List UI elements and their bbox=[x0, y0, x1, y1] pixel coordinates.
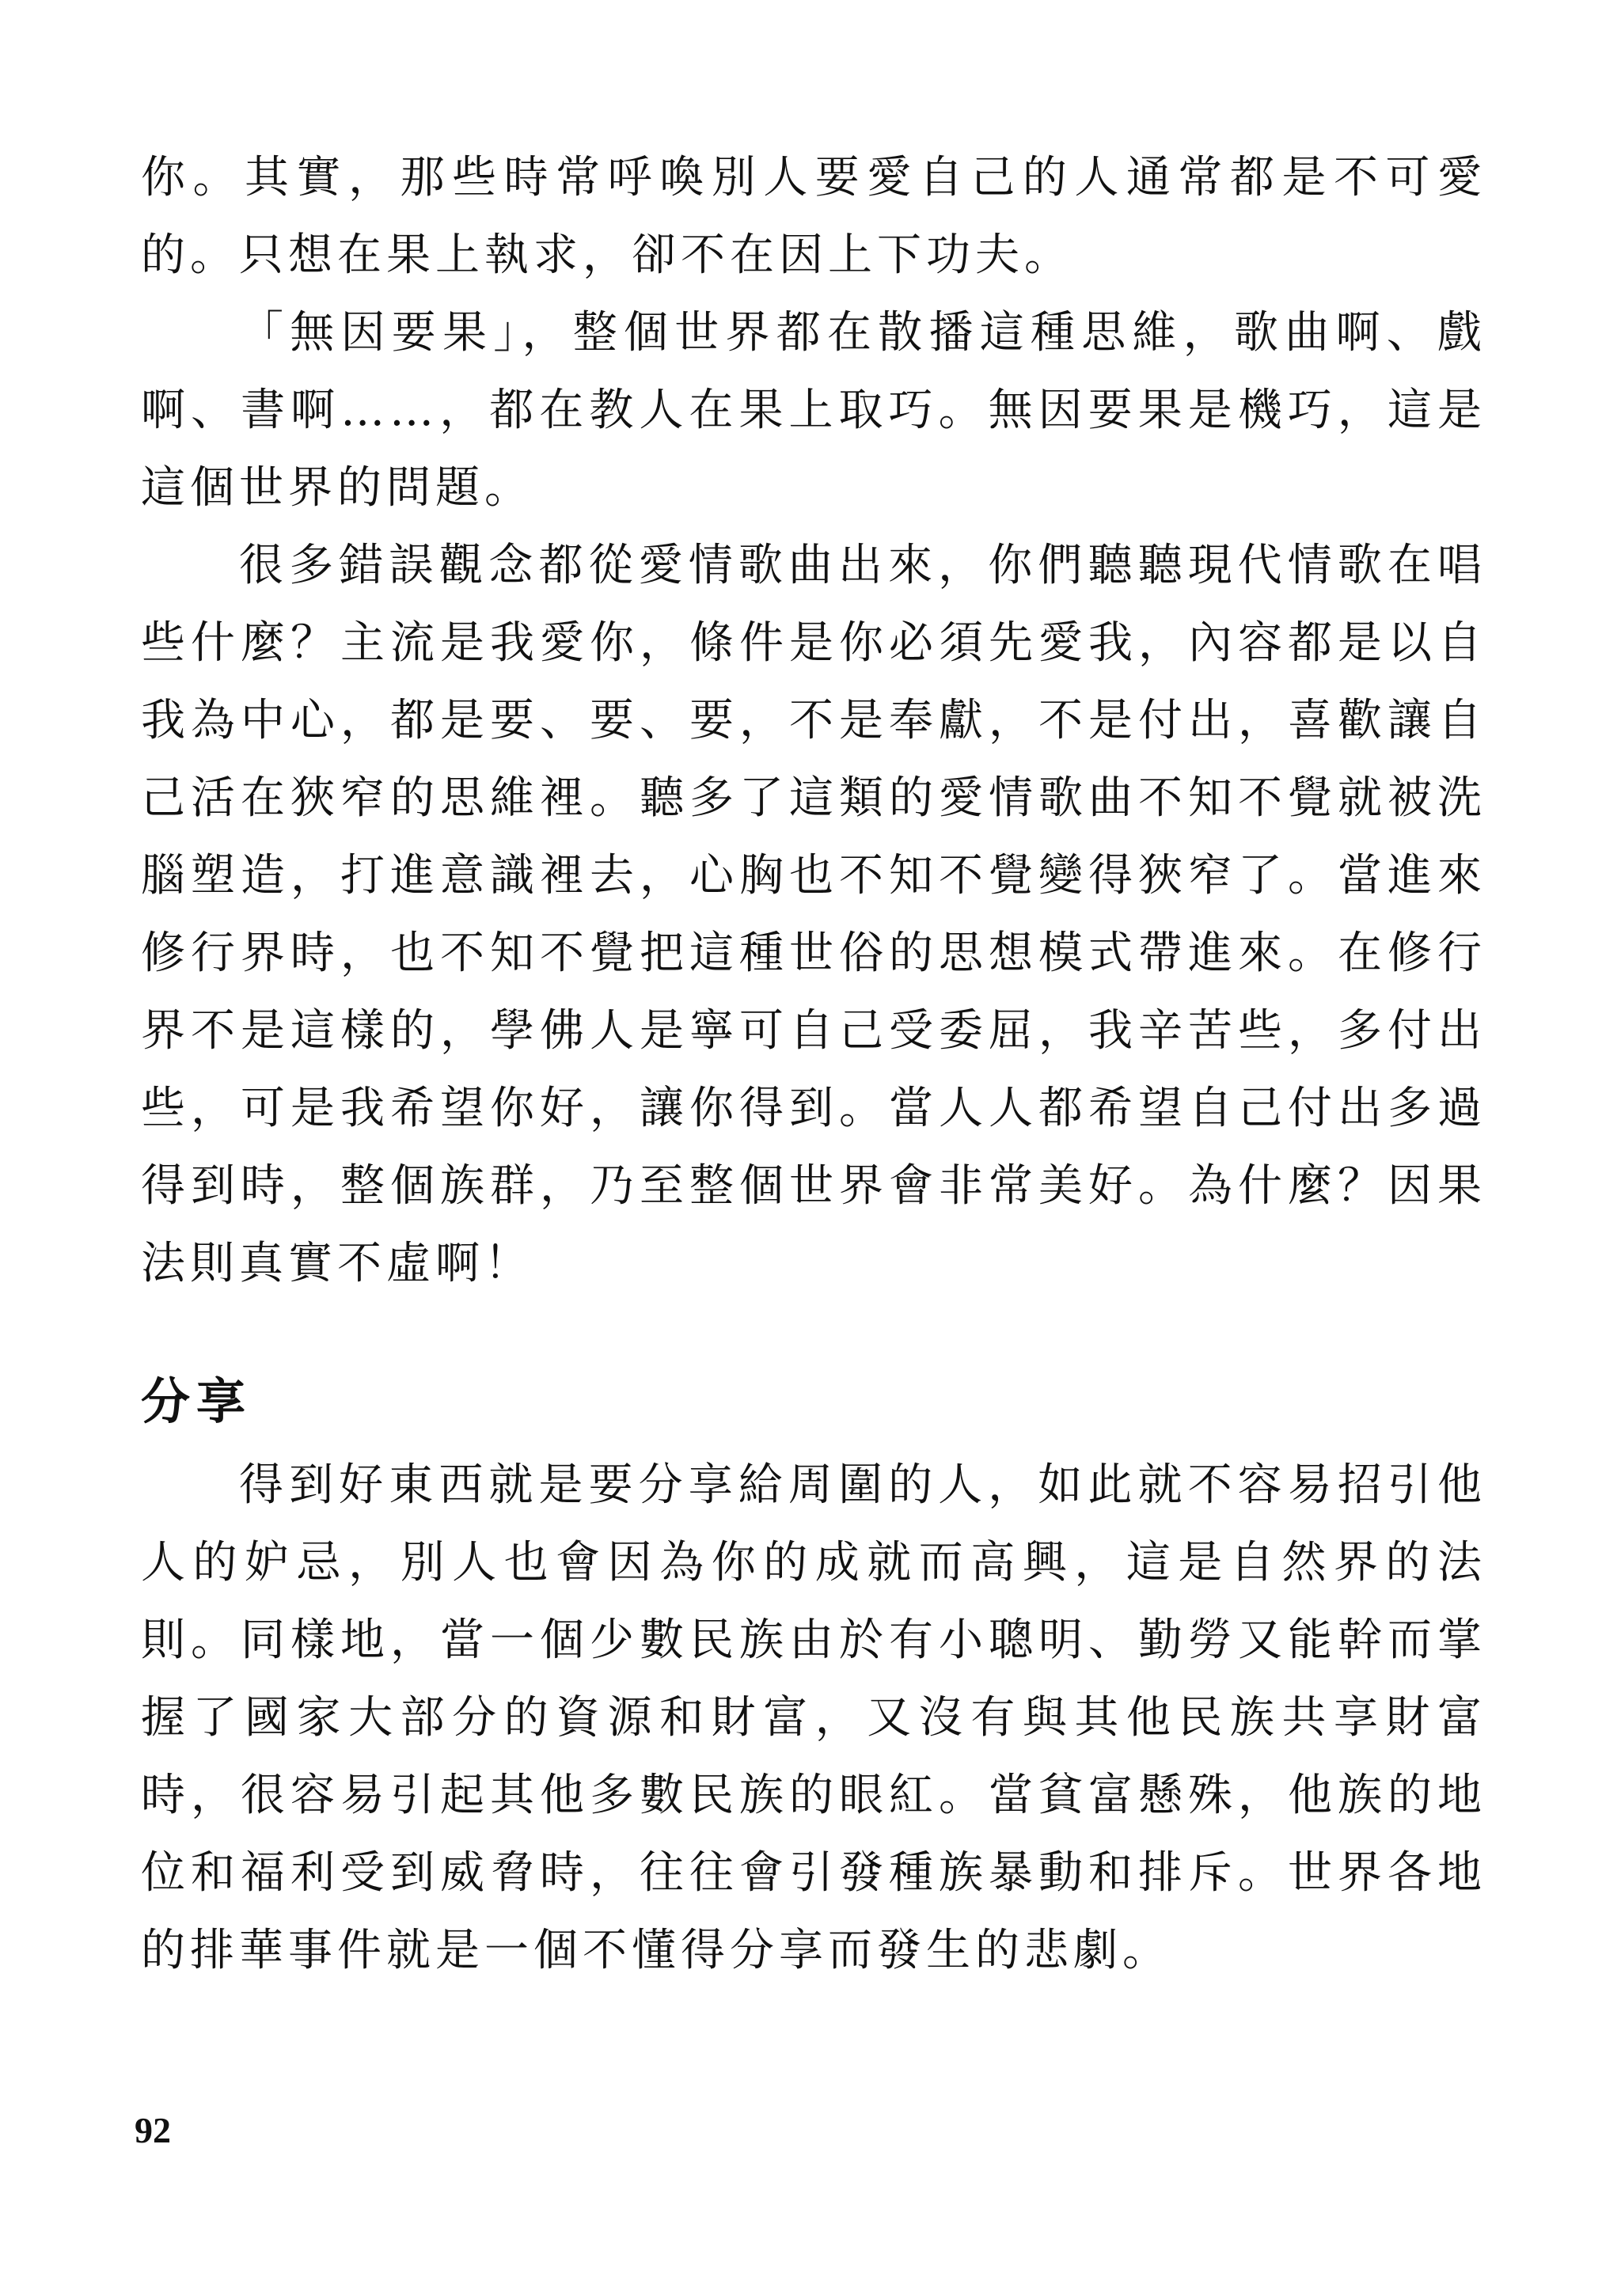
paragraph-no-cause-want-result: 「無因要果」，整個世界都在散播這種思維，歌曲啊、戲啊、書啊……，都在教人在果上取巧。無因要果是機巧，這是這個世界的問題。 bbox=[141, 307, 1486, 514]
paragraph-sharing: 得到好東西就是要分享給周圍的人，如此就不容易招引他人的妒忌，別人也會因為你的成就而高興，這是自然界的法則。同樣地，當一個少數民族由於有小聰明、勤勞又能幹而掌握了國家大部分的資源和財富，又沒有與其他民族共享財富時，很容易引起其他多數民族的眼紅。當貧富懸殊，他族的地位和福利受到威脅時，往往會引發種族暴動和排斥。世界各地的排華事件就是一個不懂得分享而發生的悲劇。 bbox=[141, 1459, 1486, 1976]
page-number: 92 bbox=[135, 2110, 171, 2150]
paragraph-continued: 你。其實，那些時常呼喚別人要愛自己的人通常都是不可愛的。只想在果上執求，卻不在因上下功夫。 bbox=[141, 152, 1486, 281]
section-heading: 分享 bbox=[141, 1372, 252, 1430]
body-text-after-heading bbox=[141, 1447, 1486, 1990]
body-text-before-heading bbox=[141, 139, 1486, 1303]
paragraph-love-songs: 很多錯誤觀念都從愛情歌曲出來，你們聽聽現代情歌在唱些什麼？主流是我愛你，條件是你必須先愛我，內容都是以自我為中心，都是要、要、要，不是奉獻，不是付出，喜歡讓自己活在狹窄的思維裡。聽多了這類的愛情歌曲不知不覺就被洗腦塑造，打進意識裡去，心胸也不知不覺變得狹窄了。當進來修行界時，也不知不覺把這種世俗的思想模式帶進來。在修行界不是這樣的，學佛人是寧可自己受委屈，我辛苦些，多付出些，可是我希望你好，讓你得到。當人人都希望自己付出多過得到時，整個族群，乃至整個世界會非常美好。為什麼？因果法則真實不虛啊！ bbox=[141, 540, 1486, 1289]
